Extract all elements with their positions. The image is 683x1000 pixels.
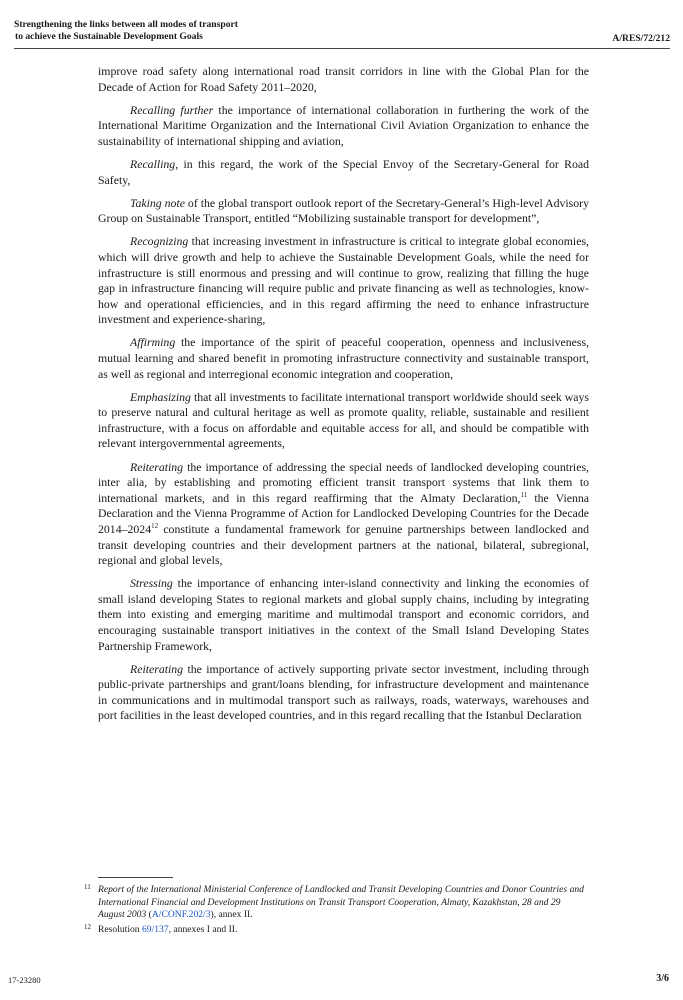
footnote-number: 11: [84, 883, 91, 891]
paragraph-text: constitute a fundamental framework for genuine partnerships between landlocked and transit developing countries and their development partners at the national, bilateral, subregional, regional and global levels,: [98, 521, 589, 568]
header-title-line-2: to achieve the Sustainable Development Goals: [15, 31, 203, 42]
paragraph-10: [98, 662, 589, 724]
paragraph-lead: Stressing: [130, 576, 173, 591]
paragraph-text: the importance of international collaboration in furthering the work of the International Maritime Organization and the International Civil Aviation Organization to enhance the sustainability of international shipping and aviation,: [98, 102, 589, 148]
paragraph-8: [98, 460, 589, 569]
footnote-text: Resolution: [98, 923, 142, 935]
page-number: 3/6: [656, 973, 669, 984]
paragraph-lead: Emphasizing: [130, 389, 191, 404]
footnote-text: ), annex II.: [210, 909, 253, 921]
paragraph-4: [98, 196, 589, 227]
footnote-divider: [98, 877, 173, 878]
footnote-11: [84, 884, 589, 922]
paragraph-lead: Recalling: [130, 156, 176, 171]
paragraph-3: [98, 157, 589, 188]
paragraph-text: that increasing investment in infrastructure is critical to integrate global economies, which will drive growth and help to achieve the Sustainable Development Goals, while the need for infrastructure is still enormous and pressing and will continue to grow, realizing that filling the huge gap in infrastructure financing will require public and private financing as well as technologies, know-how and operational efficiencies, and in this regard affirming the need to enhance infrastructure investment and experience-sharing,: [98, 234, 589, 327]
paragraph-lead: Recalling further: [130, 102, 214, 117]
paragraph-text: the importance of addressing the special needs of landlocked developing countries, inter alia, by establishing and promoting efficient transit transport systems that link them to international markets, and in this regard reaffirming that the Almaty Declaration,: [98, 459, 589, 505]
header-title-line-1: Strengthening the links between all modes of transport: [14, 19, 238, 30]
paragraph-lead: Taking note: [130, 195, 185, 210]
paragraph-lead: Recognizing: [130, 234, 189, 249]
paragraph-text: of the global transport outlook report of the Secretary-General’s High-level Advisory Group on Sustainable Transport, entitled “Mobilizing sustainable transport for development”,: [98, 195, 589, 226]
paragraph-text: the importance of enhancing inter-island connectivity and linking the economies of small island developing States to regional markets and global supply chains, including by integrating them into existing and emerging maritime and multimodal transport and economic corridors, and encouraging sustainable transport initiatives in the context of the Small Island Developing States Partnership Framework,: [98, 576, 589, 653]
footnote-text: (: [146, 909, 152, 921]
document-link[interactable]: A/CONF.202/3: [151, 909, 211, 921]
footnote-ref-11[interactable]: 11: [520, 490, 528, 499]
paragraph-5: [98, 234, 589, 328]
resolution-body: [98, 64, 589, 732]
document-code: A/RES/72/212: [612, 33, 670, 44]
paragraph-text: improve road safety along international road transit corridors in line with the Global Plan for the Decade of Action for Road Safety 2011–2020,: [98, 64, 589, 94]
footnote-12: [84, 924, 589, 937]
paragraph-lead: Reiterating: [130, 661, 184, 676]
paragraph-text: the importance of the spirit of peaceful cooperation, openness and inclusiveness, mutual learning and shared benefit in promoting infrastructure connectivity and sustainable transport, as well as regional and interregional economic integration and cooperation,: [98, 335, 589, 381]
paragraph-9: [98, 576, 589, 654]
page-header: [14, 19, 670, 43]
header-title: [14, 19, 670, 43]
document-number: 17-23280: [8, 975, 41, 985]
resolution-link[interactable]: 69/137: [141, 923, 169, 935]
paragraph-lead: Affirming: [130, 335, 176, 350]
header-divider: [14, 48, 670, 49]
paragraph-7: [98, 390, 589, 452]
paragraph-1: [98, 64, 589, 95]
paragraph-text: , in this regard, the work of the Special Envoy of the Secretary-General for Road Safety,: [98, 156, 589, 187]
footnote-citation: Report of the International Ministerial Conference of Landlocked and Transit Developing Countries and Donor Countries and International Financial and Development Institutions on Transit Transport Cooperation, Almaty, Kazakhstan, 28 and 29 August 2003: [98, 884, 584, 921]
footnotes: [84, 884, 589, 938]
paragraph-text: that all investments to facilitate international transport worldwide should seek ways to preserve natural and cultural heritage as well as promote quality, reliable, sustainable and resilient infrastructure, with a focus on affordable and equitable access for all, and should be compatible with relevant intergovernmental agreements,: [98, 389, 589, 451]
footnote-text: , annexes I and II.: [168, 923, 238, 935]
paragraph-6: [98, 335, 589, 382]
footnote-ref-12[interactable]: 12: [151, 522, 159, 531]
paragraph-lead: Reiterating: [130, 459, 184, 474]
paragraph-text: the Vienna Declaration and the Vienna Programme of Action for Landlocked Developing Countries for the Decade 2014–2024: [98, 490, 589, 536]
footnote-number: 12: [84, 922, 91, 931]
paragraph-2: [98, 103, 589, 150]
paragraph-text: the importance of actively supporting private sector investment, including through public-private partnerships and grant/loans blending, for infrastructure development and maintenance in communications and in multimodal transport such as railways, roads, waterways, warehouses and port facilities in the least developed countries, and in this regard recalling that the Istanbul Declaration: [98, 661, 589, 723]
